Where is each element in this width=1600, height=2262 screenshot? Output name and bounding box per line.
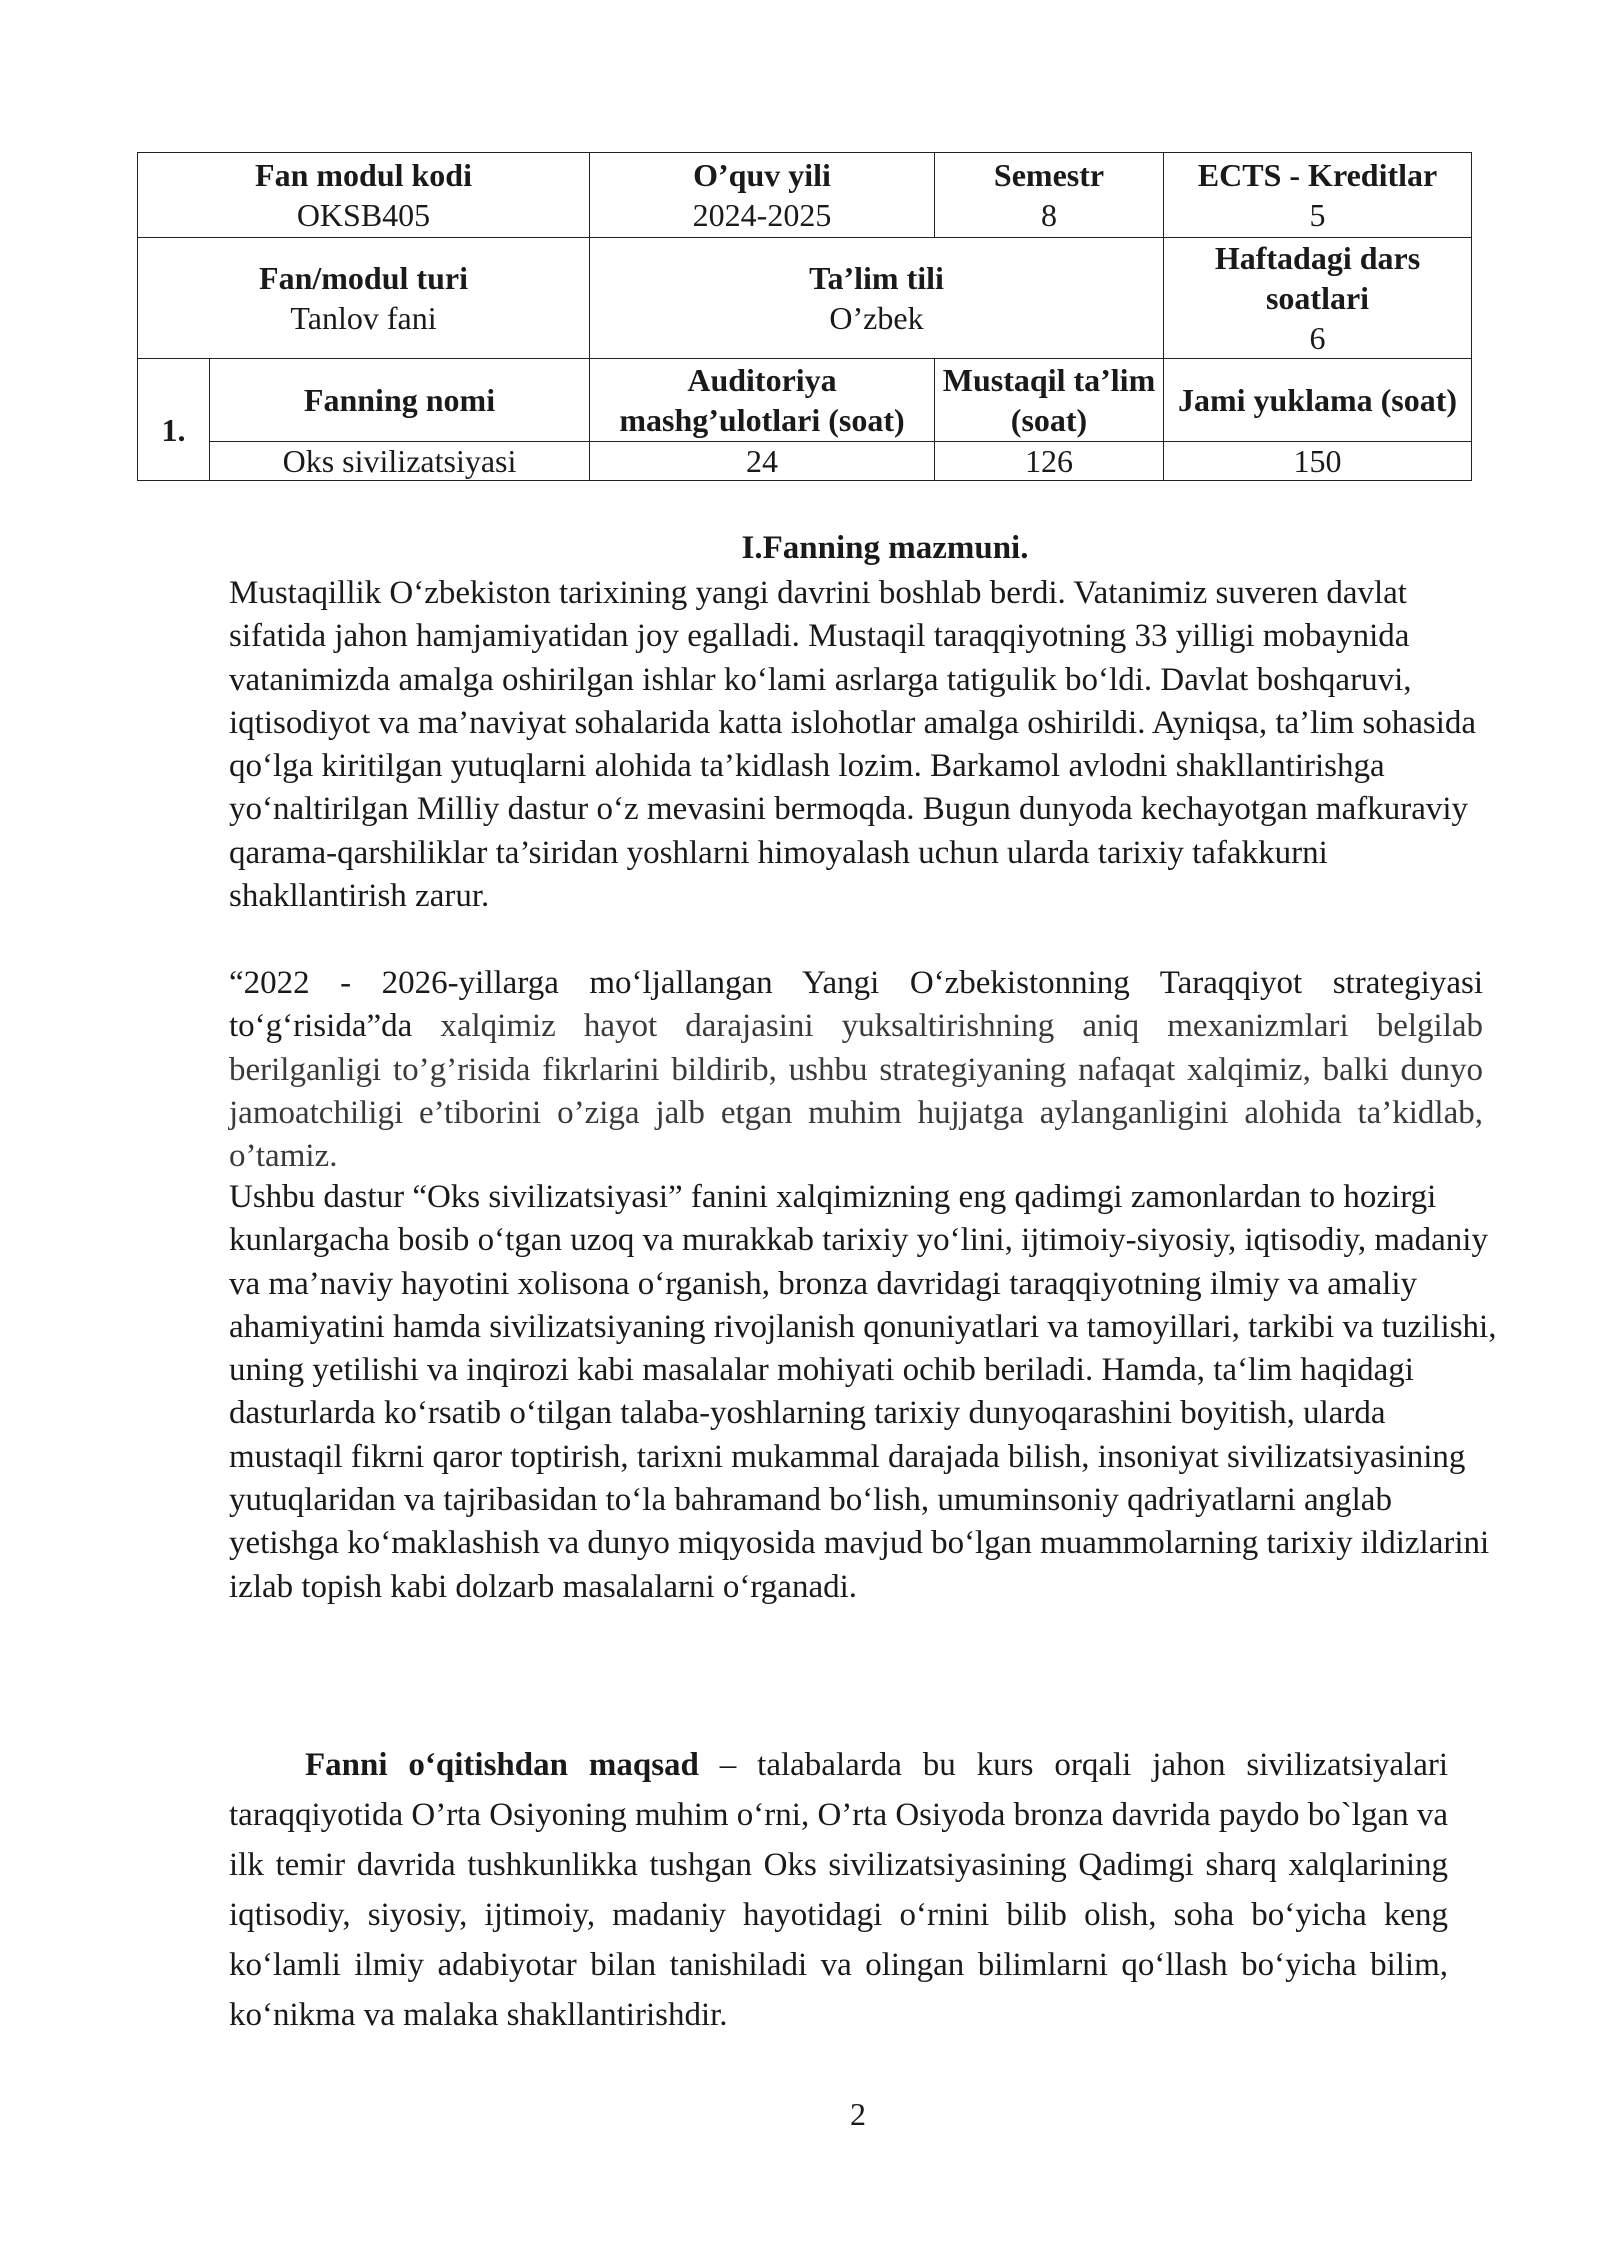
ects-credits-cell: ECTS - Kreditlar 5	[1164, 153, 1472, 238]
subject-name-header: Fanning nomi	[210, 359, 590, 442]
goal-heading: Fanni o‘qitishdan maqsad	[305, 1747, 699, 1783]
language-cell: Ta’lim tili O’zbek	[590, 238, 1164, 359]
classroom-hours-value: 24	[590, 442, 935, 481]
subject-name-value: Oks sivilizatsiyasi	[210, 442, 590, 481]
goal-text: – talabalarda bu kurs orqali jahon sivilizatsiyalari taraqqiyotida O’rta Osiyoning muhim o‘rni, O’rta Osiyoda bronza davrida paydo bo`lgan va ilk temir davrida tushkunlikka tushgan Oks sivilizatsiyasining Qadimgi sharq xalqlarining iqtisodiy, siyosiy, ijtimoiy, madaniy hayotidagi o‘rnini bilib olish, soha bo‘yicha keng ko‘lamli ilmiy adabiyotar bilan tanishiladi va olingan bilimlarni qo‘llash bo‘yicha bilim, ko‘nikma va malaka shakllantirishdir.	[229, 1747, 1449, 2033]
paragraph-program: Ushbu dastur “Oks sivilizatsiyasi” fanini xalqimizning eng qadimgi zamonlardan to hozirgi kunlargacha bosib o‘tgan uzoq va murakkab tarixiy yo‘lini, ijtimoiy-siyosiy, iqtisodiy, madaniy va ma’naviy hayotini xolisona o‘rganish, bronza davridagi taraqqiyotning ilmiy va amaliy ahamiyatini hamda sivilizatsiyaning rivojlanish qonuniyatlari va tamoyillari, tarkibi va tuzilishi, uning yetilishi va inqirozi kabi masalalar mohiyati ochib beriladi. Hamda, ta‘lim haqidagi dasturlarda ko‘rsatib o‘tilgan talaba-yoshlarning tarixiy dunyoqarashini boyitish, ularda mustaqil fikrni qaror toptirish, tarixni mukammal darajada bilish, insoniyat sivilizatsiyasining yutuqlaridan va tajribasidan to‘la bahramand bo‘lish, umuminsoniy qadriyatlarni anglab yetishga ko‘maklashish va dunyo miqyosida mavjud bo‘lgan muammolarning tarixiy ildizlarini izlab topish kabi dolzarb masalalarni o‘rganadi.	[229, 1179, 1497, 1605]
module-type-cell: Fan/modul turi Tanlov fani	[138, 238, 590, 359]
row-number-cell: 1.	[138, 359, 210, 481]
table-row	[138, 359, 1472, 442]
total-load-header: Jami yuklama (soat)	[1164, 359, 1472, 442]
table-row	[138, 153, 1472, 238]
section-title: I.Fanning mazmuni.	[741, 530, 1029, 566]
independent-study-header: Mustaqil ta’lim (soat)	[935, 359, 1164, 442]
independent-study-value: 126	[935, 442, 1164, 481]
paragraph-goal	[229, 1740, 1448, 2040]
academic-year-cell: O’quv yili 2024-2025	[590, 153, 935, 238]
semester-cell: Semestr 8	[935, 153, 1164, 238]
paragraph-strategy	[229, 962, 1483, 1178]
strategy-body-text: xalqimiz hayot darajasini yuksaltirishning aniq mexanizmlari belgilab berilganligi to’g’risida fikrlarini bildirib, ushbu strategiyaning nafaqat xalqimiz, balki dunyo jamoatchiligi e’tiborini o’ziga jalb etgan muhim hujjatga aylanganligini alohida ta’kidlab, o’tamiz.	[229, 1008, 1484, 1175]
total-load-value: 150	[1164, 442, 1472, 481]
classroom-hours-header: Auditoriya mashg’ulotlari (soat)	[590, 359, 935, 442]
page-number: 2	[850, 2096, 866, 2132]
table-row	[138, 442, 1472, 481]
module-code-cell: Fan modul kodi OKSB405	[138, 153, 590, 238]
strategy-title-text: “2022 - 2026-yillarga mo‘ljallangan Yangi O‘zbekistonning Taraqqiyot strategiyasi to‘g‘risida”da	[229, 965, 1483, 1045]
course-info-table	[137, 152, 1472, 481]
weekly-hours-cell: Haftadagi dars soatlari 6	[1164, 238, 1472, 359]
table-row	[138, 238, 1472, 359]
paragraph-intro: Mustaqillik O‘zbekiston tarixining yangi davrini boshlab berdi. Vatanimiz suveren davlat sifatida jahon hamjamiyatidan joy egalladi. Mustaqil taraqqiyotning 33 yilligi mobaynida vatanimizda amalga oshirilgan ishlar ko‘lami asrlarga tatigulik bo‘ldi. Davlat boshqaruvi, iqtisodiyot va ma’naviyat sohalarida katta islohotlar amalga oshirildi. Ayniqsa, ta’lim sohasida qo‘lga kiritilgan yutuqlarni alohida ta’kidlash lozim. Barkamol avlodni shakllantirishga yo‘naltirilgan Milliy dastur o‘z mevasini bermoqda. Bugun dunyoda kechayotgan mafkuraviy qarama-qarshiliklar ta’siridan yoshlarni himoyalash uchun ularda tarixiy tafakkurni shakllantirish zarur.	[229, 575, 1477, 915]
